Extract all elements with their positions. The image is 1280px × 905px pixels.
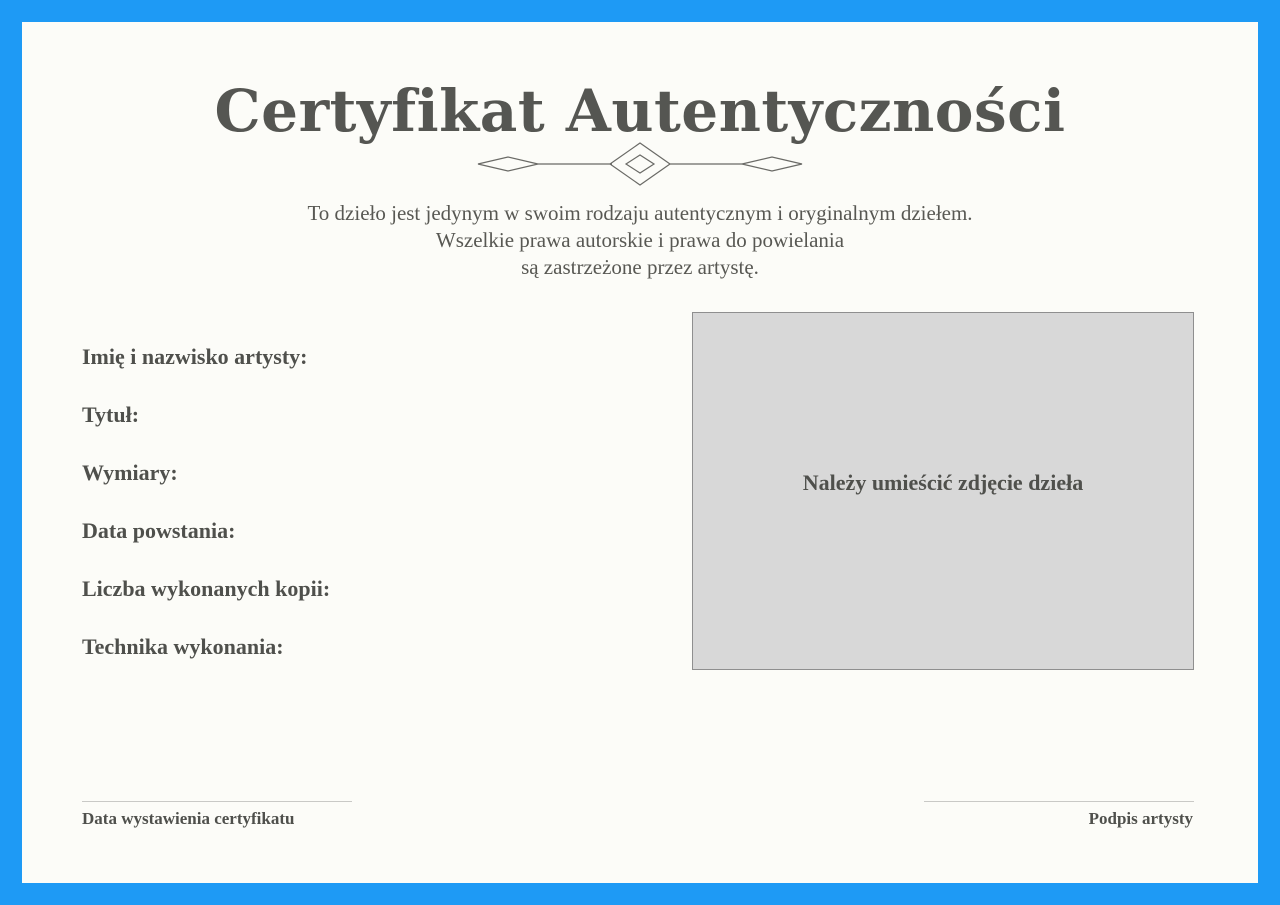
field-list bbox=[82, 340, 330, 688]
diamond-ornament-icon bbox=[476, 140, 804, 188]
field-title: Tytuł: bbox=[82, 402, 140, 427]
artwork-photo-placeholder bbox=[692, 312, 1194, 670]
certificate-title: Certyfikat Autentyczności bbox=[214, 77, 1066, 145]
field-technique: Technika wykonania: bbox=[82, 634, 284, 659]
photo-placeholder-label: Należy umieścić zdjęcie dzieła bbox=[802, 470, 1084, 495]
artist-signature-line bbox=[924, 801, 1194, 802]
certificate-sheet bbox=[22, 22, 1258, 883]
field-copies-count: Liczba wykonanych kopii: bbox=[82, 576, 331, 601]
date-issued-label: Data wystawienia certyfikatu bbox=[82, 809, 295, 828]
date-signature-line bbox=[82, 801, 352, 802]
intro-line: są zastrzeżone przez artystę. bbox=[521, 255, 759, 279]
field-creation-date: Data powstania: bbox=[82, 518, 236, 543]
field-artist-name: Imię i nazwisko artysty: bbox=[82, 344, 308, 369]
field-dimensions: Wymiary: bbox=[82, 460, 178, 485]
intro-line: To dzieło jest jedynym w swoim rodzaju autentycznym i oryginalnym dziełem. bbox=[307, 201, 973, 225]
intro-line: Wszelkie prawa autorskie i prawa do powielania bbox=[435, 228, 845, 252]
intro-text bbox=[22, 200, 1258, 281]
artist-signature-label: Podpis artysty bbox=[1088, 809, 1193, 828]
